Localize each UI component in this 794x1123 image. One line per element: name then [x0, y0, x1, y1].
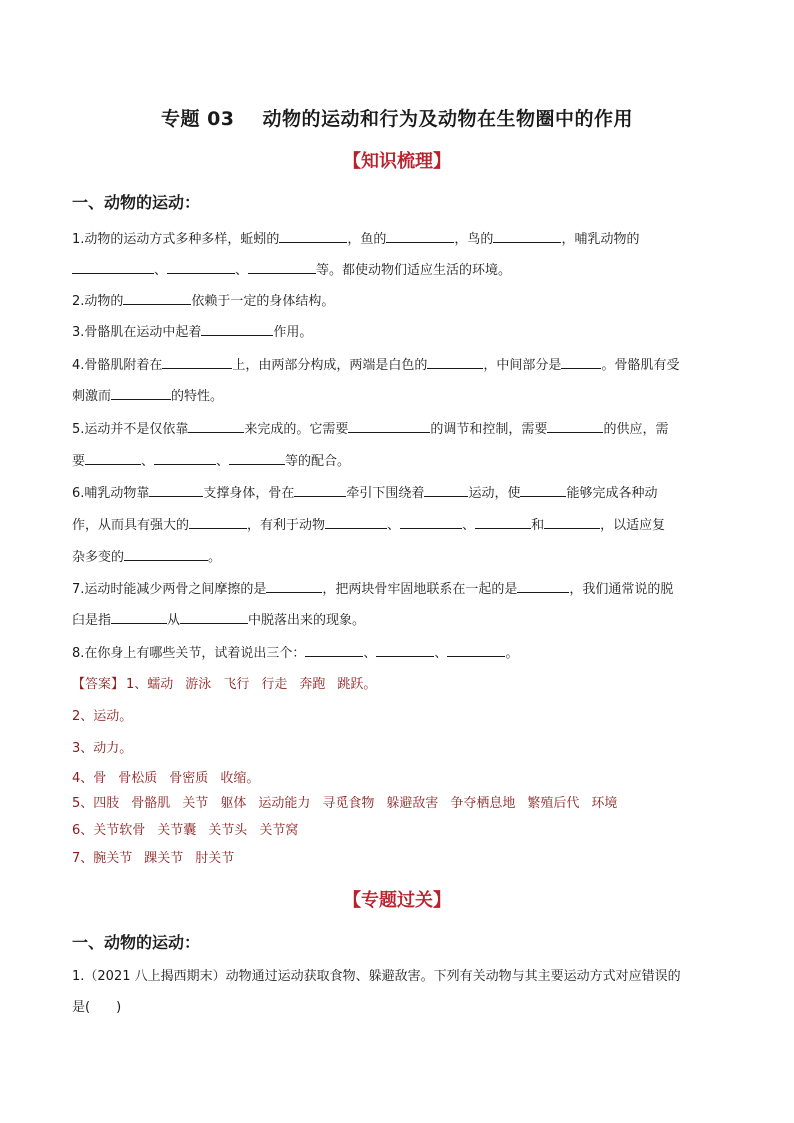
question-5-line-1: 5.运动并不是仅依靠 来完成的。它需要 的调节和控制，需要 的供应，需: [72, 422, 669, 437]
answer-line-3: 3、动力。: [72, 741, 133, 756]
exercise-banner: 【专题过关】: [343, 890, 451, 911]
question-3: 3.骨骼肌在运动中起着 作用。: [72, 325, 313, 340]
exercise-1-line-2: 是( ): [72, 1000, 122, 1015]
section-heading-2: 一、动物的运动：: [72, 933, 201, 952]
answer-blank: [72, 261, 154, 274]
answer-blank: [167, 261, 235, 274]
answer-blank: [111, 387, 171, 400]
answer-blank: [111, 611, 167, 624]
question-8: 8.在你身上有哪些关节，试着说出三个： 、 、 。: [72, 646, 519, 661]
answer-blank: [547, 420, 603, 433]
answer-blank: [248, 261, 316, 274]
answer-line-5: 5、四肢 骨骼肌 关节 躯体 运动能力 寻觅食物 躲避敌害 争夺栖息地 繁殖后代 环境: [72, 796, 618, 811]
answer-blank: [154, 452, 216, 465]
question-4-line-2: 刺激而 的特性。: [72, 389, 224, 404]
question-5-line-2: 要 、 、 等的配合。: [72, 454, 351, 469]
knowledge-banner: 【知识梳理】: [343, 151, 451, 172]
answer-line-4: 4、骨 骨松质 骨密质 收缩。: [72, 771, 260, 786]
answer-label: 【答案】: [72, 677, 125, 692]
topic-title: 动物的运动和行为及动物在生物圈中的作用: [262, 108, 634, 130]
answer-blank: [266, 580, 322, 593]
answer-blank: [400, 516, 462, 529]
page-title: [0, 104, 794, 131]
answer-blank: [189, 516, 247, 529]
answer-blank: [124, 548, 208, 561]
answer-blank: [294, 484, 346, 497]
question-6-line-2: 作，从而具有强大的 ，有利于动物 、 、 和 ，以适应复: [72, 518, 666, 533]
question-1-line-1: 1.动物的运动方式多种多样，蚯蚓的 ，鱼的 ，鸟的 ，哺乳动物的: [72, 232, 640, 247]
answer-blank: [475, 516, 531, 529]
exercise-1-line-1: 1.（2021 八上揭西期末）动物通过运动获取食物、躲避敌害。下列有关动物与其主要运动方式对应错误的: [72, 969, 681, 984]
answer-blank: [201, 323, 273, 336]
question-4-line-1: 4.骨骼肌附着在 上，由两部分构成，两端是白色的 ，中间部分是 。骨骼肌有受: [72, 358, 680, 373]
question-7-line-1: 7.运动时能减少两骨之间摩擦的是 ，把两块骨牢固地联系在一起的是 ，我们通常说的脱: [72, 582, 674, 597]
answer-blank: [493, 230, 561, 243]
answer-blank: [447, 644, 505, 657]
section-heading-1: 一、动物的运动：: [72, 193, 201, 212]
answer-blank: [180, 611, 248, 624]
answer-blank: [305, 644, 363, 657]
answer-blank: [544, 516, 600, 529]
answer-blank: [517, 580, 569, 593]
answer-blank: [279, 230, 347, 243]
question-7-line-2: 臼是指 从 中脱落出来的现象。: [72, 613, 366, 628]
answer-blank: [162, 356, 232, 369]
answer-blank: [85, 452, 141, 465]
question-2: 2.动物的 依赖于一定的身体结构。: [72, 294, 335, 309]
answer-blank: [386, 230, 454, 243]
answer-blank: [424, 484, 468, 497]
answer-line-2: 2、运动。: [72, 709, 133, 724]
answer-blank: [376, 644, 434, 657]
answer-blank: [561, 356, 601, 369]
answer-line-6: 6、关节软骨 关节囊 关节头 关节窝: [72, 823, 299, 838]
answer-blank: [149, 484, 203, 497]
question-6-line-3: 杂多变的 。: [72, 550, 222, 565]
answer-line-7: 7、腕关节 踝关节 肘关节: [72, 851, 235, 866]
question-1-line-2: 、 、 等。都使动物们适应生活的环境。: [72, 261, 511, 280]
answer-blank: [520, 484, 566, 497]
answer-line-1: 【答案】 1、蠕动 游泳 飞行 行走 奔跑 跳跃。: [72, 677, 377, 692]
question-6-line-1: 6.哺乳动物靠 支撑身体，骨在 牵引下围绕着 运动，使 能够完成各种动: [72, 486, 658, 501]
answer-blank: [348, 420, 430, 433]
topic-number: 专题 03: [160, 108, 235, 130]
answer-blank: [325, 516, 387, 529]
answer-blank: [427, 356, 483, 369]
answer-blank: [123, 292, 191, 305]
answer-blank: [188, 420, 244, 433]
answer-blank: [229, 452, 285, 465]
